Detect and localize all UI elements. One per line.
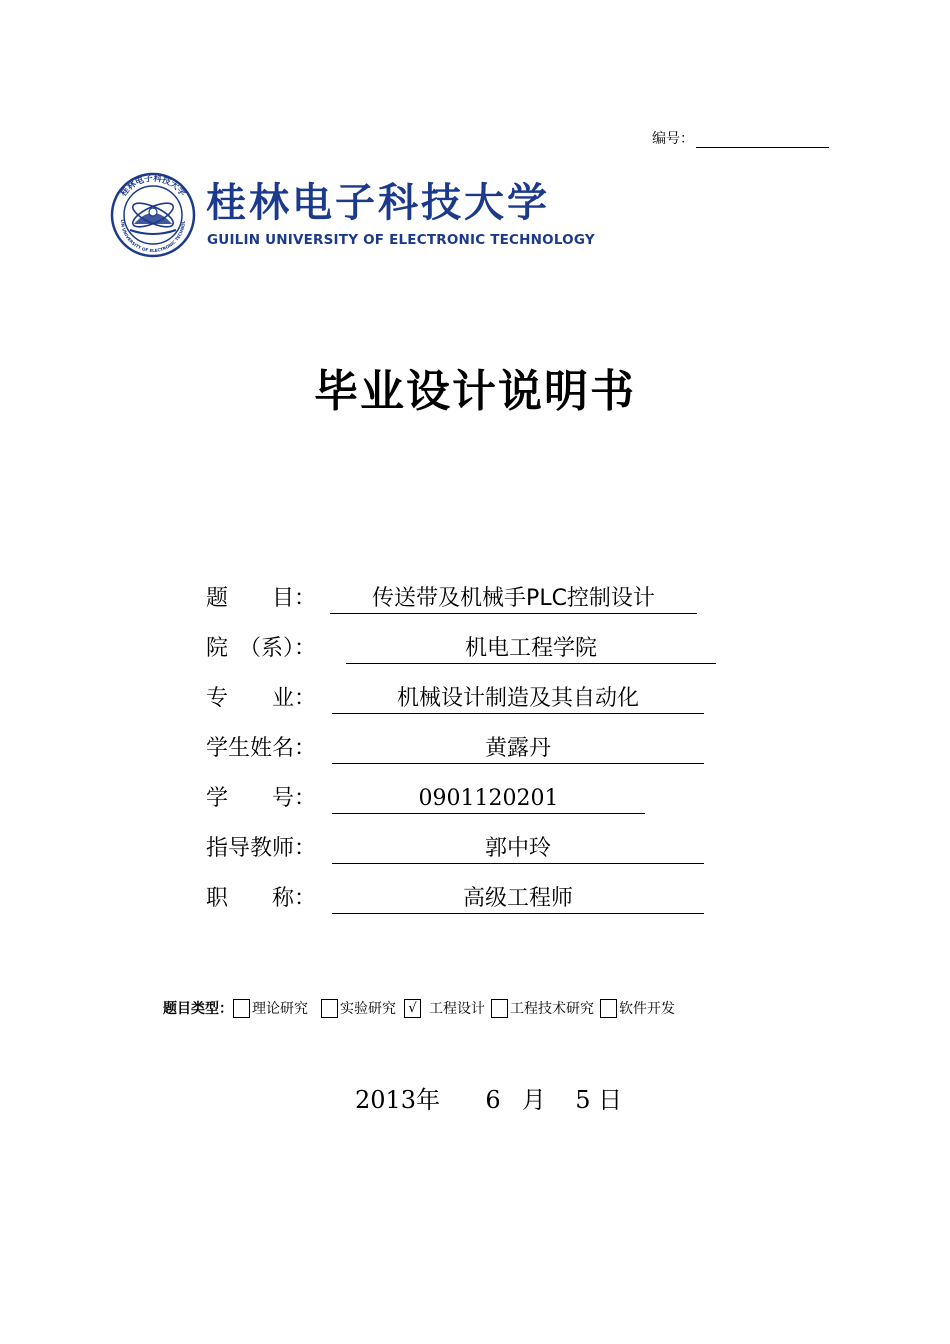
- field-value: 郭中玲: [332, 834, 704, 864]
- info-field-topic: [206, 584, 655, 614]
- field-value: 黄露丹: [332, 734, 704, 764]
- checkbox-engineering-tech[interactable]: [491, 999, 508, 1018]
- info-field-major: [206, 684, 639, 714]
- info-field-student-name: [206, 734, 551, 764]
- option-engineering-tech-label: 工程技术研究: [510, 1001, 594, 1017]
- date-year-unit: 年: [416, 1086, 441, 1114]
- field-value: 高级工程师: [332, 884, 704, 914]
- date-year: 2013: [355, 1086, 417, 1114]
- checkbox-software[interactable]: [600, 999, 617, 1018]
- university-logo: [110, 172, 595, 258]
- date-month: 6: [485, 1086, 501, 1114]
- option-theory-label: 理论研究: [252, 1001, 308, 1017]
- field-value: 机电工程学院: [346, 634, 716, 664]
- university-name-english: GUILIN UNIVERSITY OF ELECTRONIC TECHNOLOGY: [207, 232, 595, 248]
- date-day-unit: 日: [598, 1086, 623, 1114]
- svg-text:GUILIN UNIVERSITY OF ELECTRONI: LIN UNIVERSITY OF ELECTRONIC TECHNOL: [119, 219, 187, 254]
- field-label: 专 业：: [206, 686, 317, 711]
- field-label: 指导教师：: [206, 836, 317, 861]
- checkbox-theory[interactable]: [233, 999, 250, 1018]
- serial-label: 编号：: [652, 131, 694, 147]
- info-field-advisor: [206, 834, 551, 864]
- date-month-unit: 月: [521, 1086, 546, 1114]
- document-title: 毕业设计说明书: [314, 366, 636, 417]
- topic-type-label: 题目类型：: [163, 1001, 233, 1017]
- serial-number: [652, 128, 829, 148]
- info-field-department: [206, 634, 597, 664]
- field-label: 题 目：: [206, 586, 317, 611]
- option-software-label: 软件开发: [619, 1001, 675, 1017]
- field-value: 0901120201: [332, 784, 645, 814]
- option-engineering-design-label: 工程设计: [429, 1001, 485, 1017]
- field-label: 学生姓名：: [206, 736, 317, 761]
- university-name-chinese: 桂林电子科技大学: [206, 179, 550, 226]
- field-label: 职 称：: [206, 886, 317, 911]
- university-seal-icon: [110, 172, 196, 258]
- field-label: 学 号：: [206, 786, 317, 811]
- checkbox-experiment[interactable]: [321, 999, 338, 1018]
- serial-blank-line: [696, 133, 829, 148]
- field-value: 传送带及机械手PLC控制设计: [330, 584, 697, 614]
- checkbox-engineering-design[interactable]: √: [404, 999, 421, 1018]
- info-field-advisor-title: [206, 884, 573, 914]
- svg-text:桂林电子科技大学: 桂林电子科技大学: [118, 173, 188, 199]
- document-date: [355, 1080, 622, 1115]
- info-field-student-id: [206, 784, 559, 814]
- date-day: 5: [575, 1086, 591, 1114]
- topic-type-row: [163, 998, 688, 1018]
- field-value: 机械设计制造及其自动化: [332, 684, 704, 714]
- field-label: 院 （系）：: [206, 636, 317, 661]
- option-experiment-label: 实验研究: [340, 1001, 396, 1017]
